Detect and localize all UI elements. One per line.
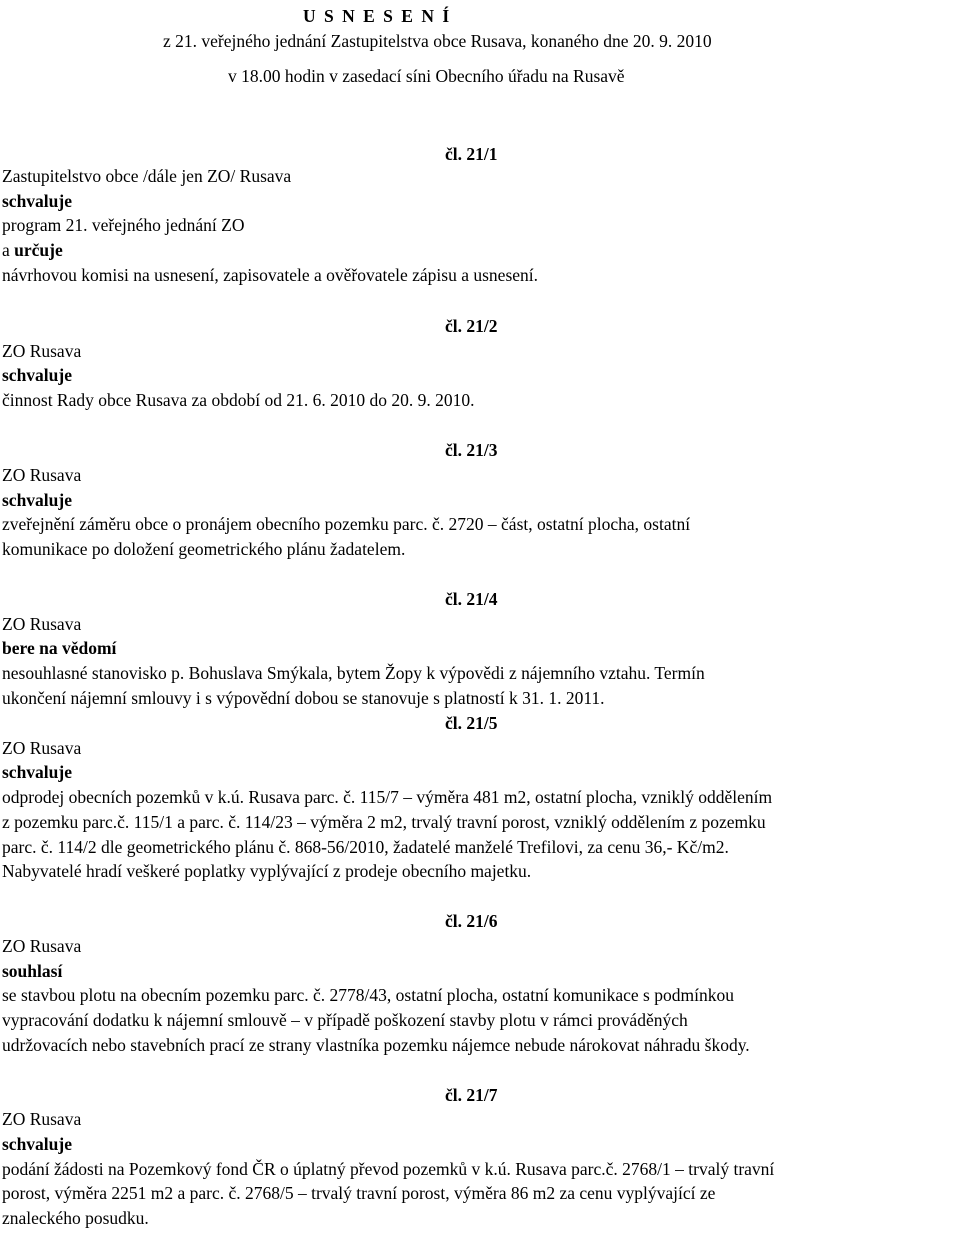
article-verb: schvaluje	[2, 762, 72, 782]
article-verb: schvaluje	[2, 490, 72, 510]
article-text-line: nesouhlasné stanovisko p. Bohuslava Smýkala, bytem Žopy k výpovědi z nájemního vztahu. Termín	[2, 663, 705, 683]
article-verb: schvaluje	[2, 191, 72, 211]
article-verb: bere na vědomí	[2, 638, 117, 658]
article-text-line: znaleckého posudku.	[2, 1208, 149, 1228]
article-subject: ZO Rusava	[2, 1109, 82, 1129]
article-verb-line	[2, 238, 63, 263]
article-text-line: porost, výměra 2251 m2 a parc. č. 2768/5 – trvalý travní porost, výměra 86 m2 za cenu vyplývající ze	[2, 1183, 716, 1203]
article-verb: určuje	[14, 240, 63, 260]
article-text-line: z pozemku parc.č. 115/1 a parc. č. 114/23 – výměra 2 m2, trvalý travní porost, vzniklý oddělením z pozemku	[2, 812, 766, 832]
article-text-line: se stavbou plotu na obecním pozemku parc. č. 2778/43, ostatní plocha, ostatní komunikace s podmínkou	[2, 985, 734, 1005]
article-text: činnost Rady obce Rusava za období od 21. 6. 2010 do 20. 9. 2010.	[2, 390, 475, 410]
article-text: program 21. veřejného jednání ZO	[2, 215, 245, 235]
article-number: čl. 21/1	[445, 144, 498, 164]
article-text-line: komunikace po doložení geometrického plánu žadatelem.	[2, 539, 406, 559]
article-verb-prefix: a	[2, 240, 15, 260]
article-text-line: podání žádosti na Pozemkový fond ČR o úplatný převod pozemků v k.ú. Rusava parc.č. 2768/1 – trvalý travní	[2, 1159, 775, 1179]
document-title: U S N E S E N Í	[303, 6, 452, 26]
article-subject: Zastupitelstvo obce /dále jen ZO/ Rusava	[2, 166, 292, 186]
article-text-line: parc. č. 114/2 dle geometrického plánu č. 868-56/2010, žadatelé manželé Trefilovi, za cenu 36,- Kč/m2.	[2, 837, 729, 857]
article-subject: ZO Rusava	[2, 341, 82, 361]
article-number: čl. 21/6	[445, 911, 498, 931]
article-subject: ZO Rusava	[2, 465, 82, 485]
article-verb: schvaluje	[2, 365, 72, 385]
article-subject: ZO Rusava	[2, 614, 82, 634]
article-text-line: ukončení nájemní smlouvy i s výpovědní dobou se stanovuje s platností k 31. 1. 2011.	[2, 688, 605, 708]
article-text-line: odprodej obecních pozemků v k.ú. Rusava parc. č. 115/7 – výměra 481 m2, ostatní plocha, vzniklý oddělením	[2, 787, 773, 807]
article-number: čl. 21/5	[445, 713, 498, 733]
header-line-2: v 18.00 hodin v zasedací síni Obecního úřadu na Rusavě	[228, 66, 625, 86]
article-verb: schvaluje	[2, 1134, 72, 1154]
article-text-line: vypracování dodatku k nájemní smlouvě – v případě poškození stavby plotu v rámci prováděných	[2, 1010, 688, 1030]
article-number: čl. 21/4	[445, 589, 498, 609]
article-number: čl. 21/3	[445, 440, 498, 460]
header-line-1: z 21. veřejného jednání Zastupitelstva obce Rusava, konaného dne 20. 9. 2010	[163, 31, 712, 51]
article-text-line: udržovacích nebo stavebních prací ze strany vlastníka pozemku nájemce nebude nárokovat náhradu škody.	[2, 1035, 750, 1055]
article-subject: ZO Rusava	[2, 738, 82, 758]
article-text-line: Nabyvatelé hradí veškeré poplatky vyplývající z prodeje obecního majetku.	[2, 861, 532, 881]
article-text: návrhovou komisi na usnesení, zapisovatele a ověřovatele zápisu a usnesení.	[2, 265, 539, 285]
article-subject: ZO Rusava	[2, 936, 82, 956]
article-number: čl. 21/7	[445, 1085, 498, 1105]
article-number: čl. 21/2	[445, 316, 498, 336]
article-text-line: zveřejnění záměru obce o pronájem obecního pozemku parc. č. 2720 – část, ostatní plocha, ostatní	[2, 514, 691, 534]
article-verb: souhlasí	[2, 961, 63, 981]
